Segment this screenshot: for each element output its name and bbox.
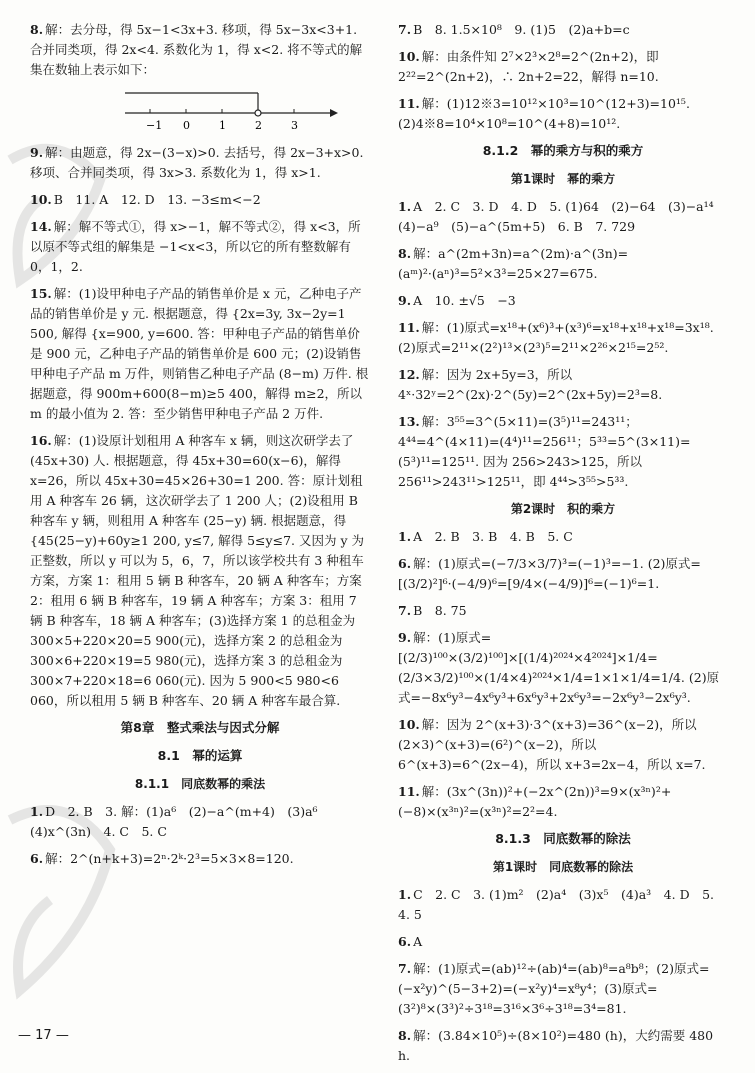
subsection-title: 8.1.1 同底数幂的乘法	[134, 777, 266, 791]
svg-text:3: 3	[291, 119, 298, 132]
answer-item: 10. 解：因为 2^(x+3)·3^(x+3)=36^(x−2)，所以(2×3)^(x+3)=(6²)^(x−2)，所以 6^(x+3)=6^(2x−4)，所以 x+3=2x−4，所以 x=7.	[398, 717, 706, 772]
answer-item: 6. 解：2^(n+k+3)=2ⁿ·2ᵏ·2³=5×3×8=120.	[30, 851, 294, 866]
lesson-title: 第2课时 积的乘方	[510, 502, 616, 516]
svg-text:0: 0	[183, 119, 190, 132]
answer-item: 1. A 2. B 3. B 4. B 5. C	[398, 529, 573, 544]
answer-item: 7. 解：(1)原式=(ab)¹²÷(ab)⁴=(ab)⁸=a⁸b⁸；(2)原式=(−x²y)^(5−3+2)=(−x²y)⁴=x⁸y⁴；(3)原式=(3²)⁸×(3³)²÷3¹⁸=3¹⁶×3⁶÷3¹⁸=3⁴=81.	[398, 961, 710, 1016]
answer-item: 13. 解：3⁵⁵=3^(5×11)=(3⁵)¹¹=243¹¹；4⁴⁴=4^(4×11)=(4⁴)¹¹=256¹¹；5³³=5^(3×11)=(5³)¹¹=125¹¹. 因为 256>243>125，所以 256¹¹>243¹¹>125¹¹，即 4⁴⁴>3⁵⁵>5³³.	[398, 414, 691, 489]
answer-item: 11. 解：(1)12※3=10¹²×10³=10^(12+3)=10¹⁵. (2)4※8=10⁴×10⁸=10^(4+8)=10¹².	[398, 96, 690, 131]
section-title: 8.1 幂的运算	[157, 748, 243, 763]
answer-item: 9. 解：由题意，得 2x−(3−x)>0. 去括号，得 2x−3+x>0. 移项、合并同类项，得 3x>3. 系数化为 1，得 x>1.	[30, 145, 364, 180]
answer-item: 1. D 2. B 3. 解：(1)a⁶ (2)−a^(m+4) (3)a⁶ (4)x^(3n) 4. C 5. C	[30, 804, 331, 839]
answer-item: 14. 解：解不等式①，得 x>−1，解不等式②，得 x<3，所以原不等式组的解集是 −1<x<3，所以它的所有整数解有 0，1，2.	[30, 219, 361, 274]
answer-item: 15. 解：(1)设甲种电子产品的销售单价是 x 元，乙种电子产品的销售单价是 y 元. 根据题意，得 {2x=3y, 3x−2y=1 500, 解得 {x=900, y=600. 答：甲种电子产品的销售单价是 900 元，乙种电子产品的销售单价是 600 元；(2)设销售甲种电子产品 m 万件，则销售乙种电子产品 (8−m) 万件. 根据题意，得 900m+600(8−m)≥5 400，解得 m≥2，所以 m 的最小值为 2. 答：至少销售甲种电子产品 2 万件.	[30, 286, 369, 421]
answer-item: 1. A 2. C 3. D 4. D 5. (1)64 (2)−64 (3)−a¹⁴ (4)−a⁹ (5)−a^(5m+5) 6. B 7. 729	[398, 199, 727, 234]
answer-item: 10. 解：由条件知 2⁷×2³×2⁸=2^(2n+2)，即 2²²=2^(2n+2)，∴ 2n+2=22，解得 n=10.	[398, 49, 659, 84]
answer-item: 9. 解：(1)原式=[(2/3)¹⁰⁰×(3/2)¹⁰⁰]×[(1/4)²⁰²⁴×4²⁰²⁴]×1/4=(2/3×3/2)¹⁰⁰×(1/4×4)²⁰²⁴×1/4=1×1×1/4=1/4. (2)原式=−8x⁶y³−4x⁶y³+6x⁶y³+2x⁶y³=−2x⁶y³−2x⁶y³.	[398, 630, 720, 705]
answer-item: 7. B 8. 1.5×10⁸ 9. (1)5 (2)a+b=c	[398, 22, 630, 37]
answer-item: 11. 解：(1)原式=x¹⁸+(x⁶)³+(x³)⁶=x¹⁸+x¹⁸+x¹⁸=3x¹⁸. (2)原式=2¹¹×(2²)¹³×(2³)⁵=2¹¹×2²⁶×2¹⁵=2⁵².	[398, 320, 714, 355]
chapter-title: 第8章 整式乘法与因式分解	[120, 720, 280, 735]
section-title: 8.1.2 幂的乘方与积的乘方	[482, 143, 644, 158]
lesson-title: 第1课时 同底数幂的除法	[492, 860, 634, 874]
answer-item: 8. 解：去分母，得 5x−1<3x+3. 移项，得 5x−3x<3+1. 合并同类项，得 2x<4. 系数化为 1，得 x<2. 将不等式的解集在数轴上表示如下：	[30, 22, 363, 77]
right-column	[398, 20, 728, 1073]
answer-item: 12. 解：因为 2x+5y=3，所以 4ˣ·32ʸ=2^(2x)·2^(5y)=2^(2x+5y)=2³=8.	[398, 367, 663, 402]
svg-text:1: 1	[219, 119, 226, 132]
answer-item: 1. C 2. C 3. (1)m² (2)a⁴ (3)x⁵ (4)a³ 4. D 5. 4. 5	[398, 887, 715, 922]
answer-item: 8. 解：(3.84×10⁵)÷(8×10²)=480 (h)，大约需要 480 h.	[398, 1028, 714, 1063]
answer-item: 9. A 10. ±√5 −3	[398, 293, 516, 308]
left-column	[30, 20, 370, 876]
svg-text:−1: −1	[146, 119, 163, 132]
answer-item: 10. B 11. A 12. D 13. −3≤m<−2	[30, 192, 261, 207]
answer-item: 11. 解：(3x^(3n))²+(−2x^(2n))³=9×(x³ⁿ)²+(−8)×(x³ⁿ)²=(x³ⁿ)²=2²=4.	[398, 784, 672, 819]
svg-text:2: 2	[255, 119, 262, 132]
answer-item: 8. 解：a^(2m+3n)=a^(2m)·a^(3n)=(aᵐ)²·(aⁿ)³=5²×3³=25×27=675.	[398, 246, 629, 281]
number-line	[30, 87, 350, 133]
answer-item: 7. B 8. 75	[398, 603, 467, 618]
answer-item: 6. A	[398, 934, 423, 949]
lesson-title: 第1课时 幂的乘方	[510, 172, 616, 186]
answer-item: 16. 解：(1)设原计划租用 A 种客车 x 辆，则这次研学去了 (45x+30) 人. 根据题意，得 45x+30=60(x−6)，解得 x=26，所以 45x+30=45×26+30=1 200. 答：原计划租用 A 种客车 26 辆，这次研学去了 1 200 人；(2)设租用 B 种客车 y 辆，则租用 A 种客车 (25−y) 辆. 根据题意，得 {45(25−y)+60y≥1 200, y≤7, 解得 5≤y≤7. 又因为 y 为正整数，所以 y 可以为 5，6，7，所以该学校共有 3 种租车方案，方案 1：租用 5 辆 B 种客车，20 辆 A 种客车；方案 2：租用 6 辆 B 种客车，19 辆 A 种客车；方案 3：租用 7 辆 B 种客车，18 辆 A 种客车；(3)选择方案 1 的总租金为 300×5+220×20=5 900(元)，选择方案 2 的总租金为 300×6+220×19=5 980(元)，选择方案 3 的总租金为 300×7+220×18=6 060(元). 因为 5 900<5 980<6 060，所以租用 5 辆 B 种客车、20 辆 A 种客车最合算.	[30, 433, 364, 708]
section-title: 8.1.3 同底数幂的除法	[495, 831, 631, 846]
page-number: — 17 —	[18, 1028, 69, 1043]
answer-item: 6. 解：(1)原式=(−7/3×3/7)³=(−1)³=−1. (2)原式=[(3/2)²]⁶·(−4/9)⁶=[9/4×(−4/9)]⁶=(−1)⁶=1.	[398, 556, 701, 591]
